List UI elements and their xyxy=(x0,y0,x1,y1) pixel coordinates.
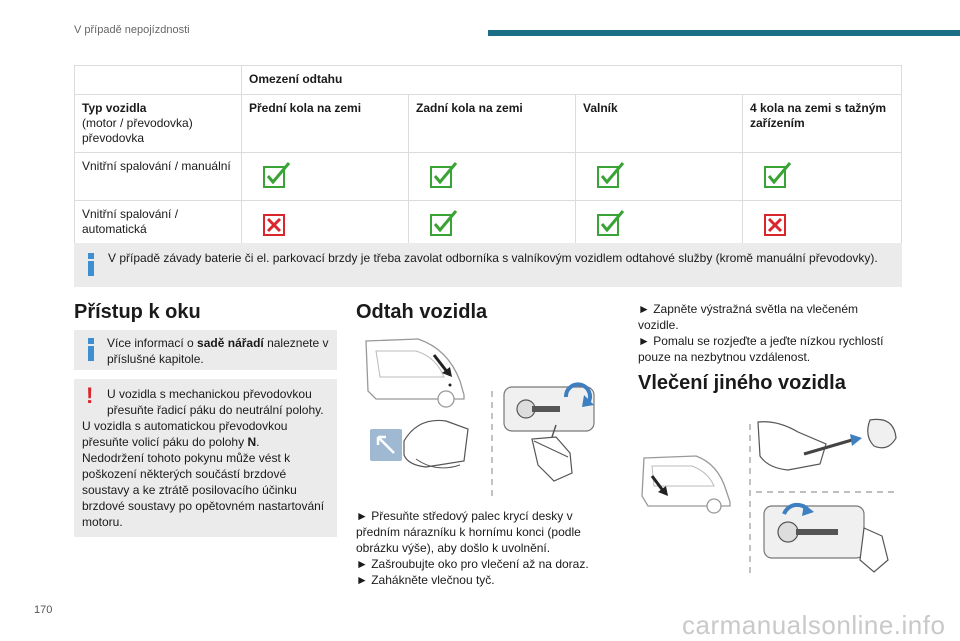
heading-towing-another-vehicle: Vlečení jiného vozidla xyxy=(638,372,846,394)
table-cell xyxy=(409,201,576,249)
step-hook-bar: ► Zahákněte vlečnou tyč. xyxy=(356,573,495,587)
column-header: Valník xyxy=(576,95,743,153)
battery-note xyxy=(74,243,902,287)
step-hazard-lights: ► Zapněte výstražná světla na vlečeném vozidle. xyxy=(638,302,858,332)
step-screw-eye: ► Zašroubujte oko pro vlečení až na doraz. xyxy=(356,557,589,571)
column-header: 4 kola na zemi s tažným zařízením xyxy=(743,95,902,153)
row-header-sub2: převodovka xyxy=(82,131,145,145)
warning-line-2: U vozidla s automatickou převodovkou přesuňte volicí páku do polohy N. xyxy=(82,419,288,449)
check-icon xyxy=(429,161,459,189)
check-icon xyxy=(262,161,292,189)
towing-table xyxy=(74,65,902,249)
table-group-header: Omezení odtahu xyxy=(242,66,902,95)
check-icon xyxy=(596,161,626,189)
table-cell xyxy=(576,153,743,201)
tool-kit-note xyxy=(74,330,337,370)
table-cell xyxy=(576,201,743,249)
warning-icon: ! xyxy=(86,383,94,408)
row-header-title: Typ vozidla xyxy=(82,101,147,115)
table-cell xyxy=(409,153,576,201)
tow-eye-illustration xyxy=(356,333,608,501)
row-header-sub: (motor / převodovka) xyxy=(82,116,193,130)
column-header: Zadní kola na zemi xyxy=(409,95,576,153)
header-accent-bar xyxy=(488,30,960,36)
check-icon xyxy=(429,209,459,237)
table-cell xyxy=(743,201,902,249)
table-corner-cell xyxy=(75,66,242,95)
towing-other-illustration xyxy=(638,400,900,578)
table-cell xyxy=(743,153,902,201)
cross-icon xyxy=(763,209,793,237)
heading-towing-vehicle: Odtah vozidla xyxy=(356,301,488,323)
cross-icon xyxy=(262,209,292,237)
row-label: Vnitřní spalování / automatická xyxy=(75,201,242,249)
step-release-cover: ► Přesuňte středový palec krycí desky v předním nárazníku k hornímu konci (podle obrázku výše), aby došlo k uvolnění. xyxy=(356,509,581,555)
section-title: V případě nepojízdnosti xyxy=(74,24,190,36)
gearbox-warning xyxy=(74,379,337,537)
check-icon xyxy=(763,161,793,189)
heading-tow-eye-access: Přístup k oku xyxy=(74,301,201,323)
row-label: Vnitřní spalování / manuální xyxy=(75,153,242,201)
battery-note-text: V případě závady baterie či el. parkovací brzdy je třeba zavolat odborníka s valníkovým vozidlem odtahové služby (kromě manuální převodovky). xyxy=(108,251,878,265)
table-cell xyxy=(242,201,409,249)
tool-kit-note-text: Více informací o sadě nářadí naleznete v příslušné kapitole. xyxy=(107,336,329,366)
column-header: Přední kola na zemi xyxy=(242,95,409,153)
warning-line-1: U vozidla s mechanickou převodovkou přesuňte řadicí páku do neutrální polohy. xyxy=(107,387,324,417)
warning-line-3: Nedodržení tohoto pokynu může vést k poškození některých součástí brzdové soustavy a ke ztrátě posilovacího účinku brzdové soustavy po opětovném nastartování motoru. xyxy=(82,451,325,529)
step-drive-slowly: ► Pomalu se rozjeďte a jeďte nízkou rychlostí pouze na nezbytnou vzdálenost. xyxy=(638,334,884,364)
watermark: carmanualsonline.info xyxy=(682,610,946,640)
row-header-cell xyxy=(75,95,242,153)
check-icon xyxy=(596,209,626,237)
page-number: 170 xyxy=(34,604,53,616)
table-cell xyxy=(242,153,409,201)
